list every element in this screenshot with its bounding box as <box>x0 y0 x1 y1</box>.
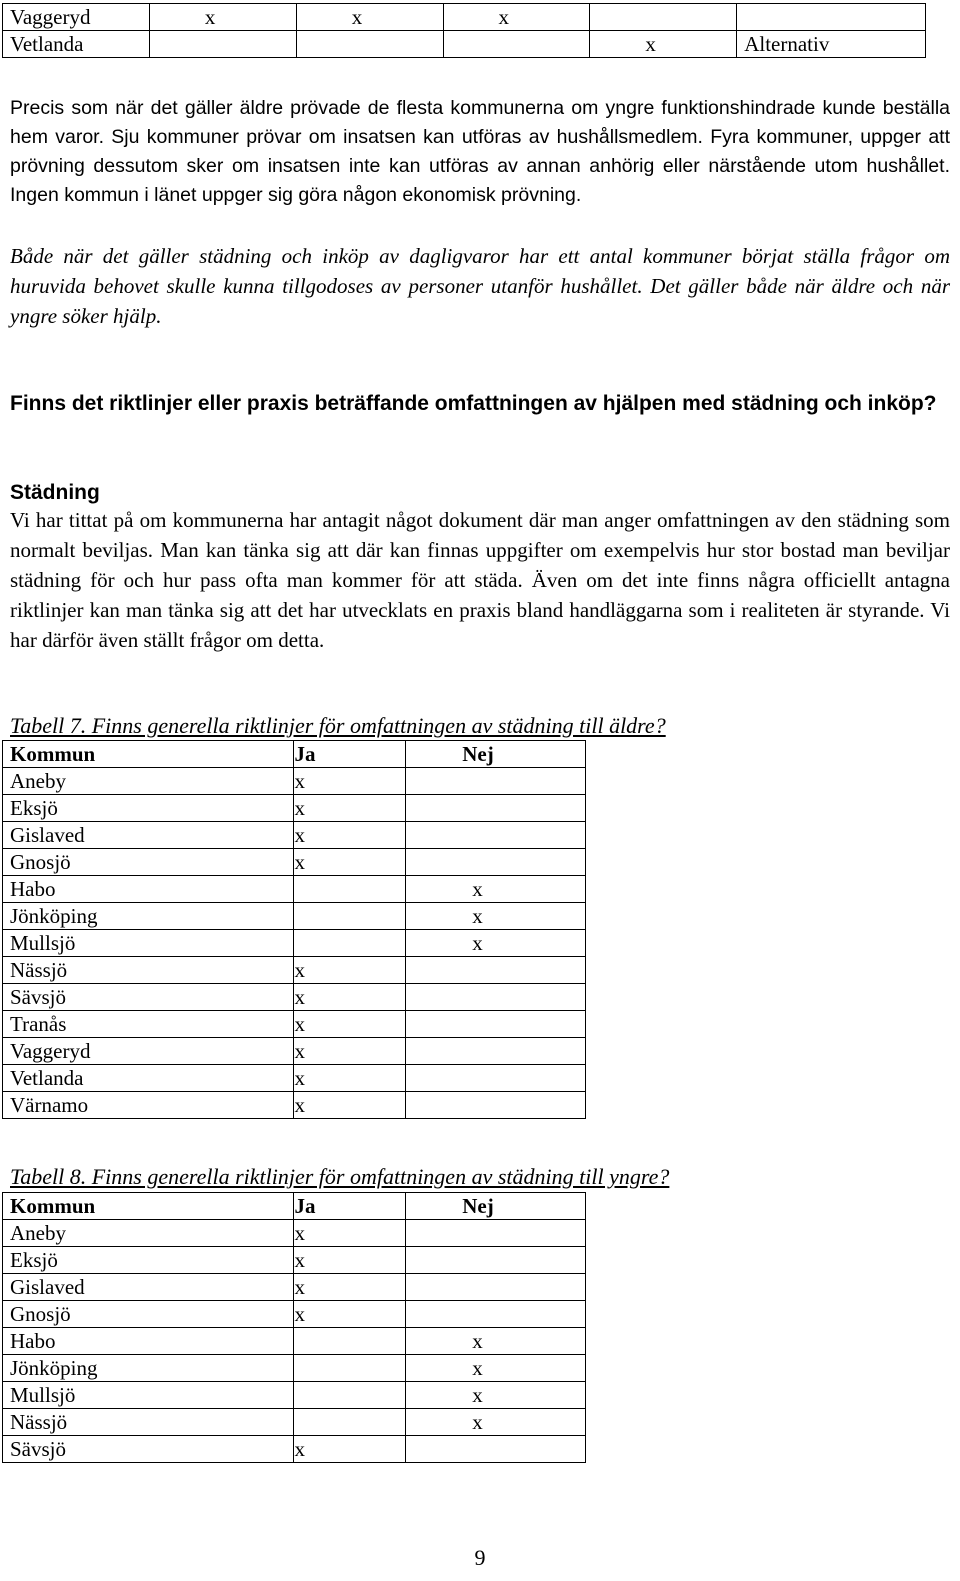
column-header: Ja <box>294 741 406 768</box>
table-cell: x <box>294 1301 406 1328</box>
table-row <box>3 1038 586 1065</box>
table-cell: x <box>294 1247 406 1274</box>
table-row <box>3 1328 586 1355</box>
table-cell <box>294 1382 406 1409</box>
table-cell <box>294 876 406 903</box>
table-row <box>3 1301 586 1328</box>
table-cell: Jönköping <box>3 1355 294 1382</box>
table-cell <box>406 1247 586 1274</box>
table-caption: Tabell 7. Finns generella riktlinjer för omfattningen av städning till äldre? <box>10 713 666 738</box>
table-cell <box>294 903 406 930</box>
table-cell <box>296 31 443 58</box>
paragraph-italic: Både när det gäller städning och inköp av dagligvaror har ett antal kommuner börjat ställa frågor om huruvida behovet skulle kunna tillgodoses av personer utanför hushållet. Det gäller både när äldre och när yngre söker hjälp. <box>10 244 950 328</box>
table-cell <box>406 1011 586 1038</box>
table-cell: Aneby <box>3 1220 294 1247</box>
table-cell: Gnosjö <box>3 849 294 876</box>
table-cell: Jönköping <box>3 903 294 930</box>
table-8 <box>2 1192 586 1463</box>
table-cell <box>406 795 586 822</box>
table-7 <box>2 740 586 1119</box>
table-cell: Gnosjö <box>3 1301 294 1328</box>
table-cell: Habo <box>3 876 294 903</box>
table-cell <box>406 957 586 984</box>
table-cell: Habo <box>3 1328 294 1355</box>
table-row <box>3 1436 586 1463</box>
table-cell: Vaggeryd <box>3 1038 294 1065</box>
table-row <box>3 957 586 984</box>
table-cell: x <box>406 903 586 930</box>
table-header-row <box>3 1193 586 1220</box>
table-cell: Nässjö <box>3 1409 294 1436</box>
table-cell <box>406 1065 586 1092</box>
table-cell: Alternativ <box>737 31 926 58</box>
table-row <box>3 4 926 31</box>
table-cell <box>406 1038 586 1065</box>
table-cell: x <box>406 1409 586 1436</box>
table-cell: x <box>294 1274 406 1301</box>
table-cell: Vetlanda <box>3 31 150 58</box>
table-cell: x <box>443 4 590 31</box>
table-row <box>3 1274 586 1301</box>
table-cell: x <box>294 1011 406 1038</box>
table-row <box>3 1065 586 1092</box>
table-cell: x <box>294 795 406 822</box>
table-cell <box>294 930 406 957</box>
table-cell: x <box>294 1065 406 1092</box>
subheading: Städning <box>10 481 100 504</box>
table-cell <box>406 849 586 876</box>
paragraph: Vi har tittat på om kommunerna har antagit något dokument där man anger omfattningen av den städning som normalt beviljas. Man kan tänka sig att där kan finnas uppgifter om exempelvis hur stor bostad man beviljar städning för och hur pass ofta man kommer för att städa. Även om det inte finns några officiellt antagna riktlinjer kan man tänka sig att det har utvecklats en praxis bland handläggarna som i realiteten är styrande. Vi har därför även ställt frågor om detta. <box>10 508 950 652</box>
column-header: Nej <box>406 1193 586 1220</box>
table-cell: x <box>294 1436 406 1463</box>
table-cell: x <box>294 768 406 795</box>
table-cell: x <box>590 31 737 58</box>
table-cell: x <box>149 4 296 31</box>
table-row <box>3 1092 586 1119</box>
table-cell: x <box>294 822 406 849</box>
column-header: Nej <box>406 741 586 768</box>
table-cell: Gislaved <box>3 1274 294 1301</box>
table-cell <box>443 31 590 58</box>
table-cell: x <box>294 849 406 876</box>
table-cell: Tranås <box>3 1011 294 1038</box>
table-cell: Eksjö <box>3 1247 294 1274</box>
page-number: 9 <box>474 1545 486 1570</box>
table-cell <box>406 822 586 849</box>
table-cell: x <box>296 4 443 31</box>
table-cell: Vetlanda <box>3 1065 294 1092</box>
table-row <box>3 984 586 1011</box>
table-row <box>3 822 586 849</box>
table-cell: x <box>294 984 406 1011</box>
table-row <box>3 1409 586 1436</box>
table-cell: x <box>294 1220 406 1247</box>
table-row <box>3 930 586 957</box>
table-cell <box>406 1220 586 1247</box>
table-cell <box>590 4 737 31</box>
table-cell: x <box>406 1355 586 1382</box>
table-row <box>3 31 926 58</box>
table-cell: Värnamo <box>3 1092 294 1119</box>
table-row <box>3 768 586 795</box>
table-cell <box>406 1301 586 1328</box>
column-header: Ja <box>294 1193 406 1220</box>
table-cell <box>406 1092 586 1119</box>
table-cell: Eksjö <box>3 795 294 822</box>
table-cell: x <box>294 957 406 984</box>
table-cell <box>294 1328 406 1355</box>
table-cell: x <box>294 1092 406 1119</box>
paragraph: Precis som när det gäller äldre prövade de flesta kommunerna om yngre funktionshindrade kunde beställa hem varor. Sju kommuner prövar om insatsen kan utföras av hushållsmedlem. Fyra kommuner, uppger att prövning dessutom sker om insatsen inte kan utföras av annan anhörig eller närstående utom hushållet. Ingen kommun i länet uppger sig göra någon ekonomisk prövning. <box>10 97 950 206</box>
table-cell <box>294 1409 406 1436</box>
table-cell: x <box>406 930 586 957</box>
table-row <box>3 1011 586 1038</box>
table-cell <box>737 4 926 31</box>
table-caption: Tabell 8. Finns generella riktlinjer för omfattningen av städning till yngre? <box>10 1164 670 1189</box>
table-cell: Mullsjö <box>3 1382 294 1409</box>
table-cell <box>294 1355 406 1382</box>
top-table <box>2 3 926 58</box>
section-heading: Finns det riktlinjer eller praxis beträffande omfattningen av hjälpen med städning och inköp? <box>10 392 937 415</box>
table-cell <box>406 1274 586 1301</box>
table-cell <box>149 31 296 58</box>
table-cell: x <box>294 1038 406 1065</box>
table-cell: Sävsjö <box>3 984 294 1011</box>
table-cell: Nässjö <box>3 957 294 984</box>
column-header: Kommun <box>3 741 294 768</box>
table-cell: x <box>406 1328 586 1355</box>
table-cell: Sävsjö <box>3 1436 294 1463</box>
table-cell: Gislaved <box>3 822 294 849</box>
table-row <box>3 849 586 876</box>
table-cell <box>406 768 586 795</box>
table-row <box>3 1382 586 1409</box>
table-cell: x <box>406 876 586 903</box>
table-cell: Vaggeryd <box>3 4 150 31</box>
column-header: Kommun <box>3 1193 294 1220</box>
table-row <box>3 1220 586 1247</box>
table-row <box>3 795 586 822</box>
table-header-row <box>3 741 586 768</box>
table-cell: x <box>406 1382 586 1409</box>
table-row <box>3 903 586 930</box>
table-row <box>3 1355 586 1382</box>
table-cell <box>406 984 586 1011</box>
table-cell: Aneby <box>3 768 294 795</box>
table-cell <box>406 1436 586 1463</box>
table-row <box>3 1247 586 1274</box>
table-row <box>3 876 586 903</box>
table-cell: Mullsjö <box>3 930 294 957</box>
